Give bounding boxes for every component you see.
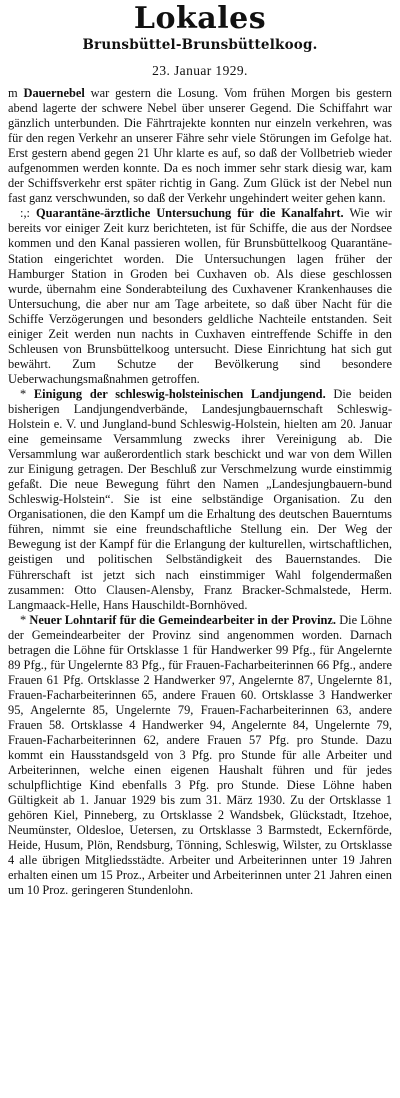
- paragraph-lead: *: [20, 612, 30, 627]
- paragraph-heading: Einigung der schleswig-holsteinischen Landjungend.: [33, 386, 326, 401]
- article-paragraph-quarantine: [8, 206, 392, 387]
- paragraph-text: Die beiden bisherigen Landjungendverbände, Landesjungbauernschaft Schleswig-Holstein e. V. und Jungland-bund Schleswig-Holstein, hielten am 20. Januar eine gemeinsame Versammlung zwecks ihrer Vereinigung ab. Die Versammlung war außerordentlich stark beschickt und war von dem Willen zur Einigung getragen. Der Beschluß zur Verschmelzung wurde einstimmig gefaßt. Die neue Bewegung führt den Namen „Landesjungbauern-bund Schleswig-Holstein“. Sie ist eine selbständige Organisation. Zu den Organisationen, die den Kampf um die Erhaltung des deutschen Bauerntums führen, nimmt sie eine freundschaftliche Stellung ein. Der Weg der Bewegung ist der Kampf für die Erlangung der kulturellen, wirtschaftlichen, geistigen und politischen Selbständigkeit des Bauernstandes. Die Führerschaft ist jetzt sich nach einstimmiger Wahl folgendermaßen zusammen: Otto Clausen-Alensby, Franz Bracker-Schmalstede, Herm. Langmaack-Helle, Hans Hauschildt-Bornhöved.: [8, 386, 392, 612]
- article-paragraph-landjugend: [8, 387, 392, 613]
- article-body: [8, 86, 392, 899]
- paragraph-lead: m: [8, 86, 24, 100]
- paragraph-heading: Neuer Lohntarif für die Gemeindearbeiter in der Provinz.: [29, 612, 337, 627]
- paragraph-text: war gestern die Losung. Vom frühen Morgen bis gestern abend lagerte der schwere Nebel über unserer Gegend. Die Schiffahrt war gänzlich unterbunden. Die Fährtrajekte konnten nur einzeln verkehren, was für den regen Verkehr an unserer Fähre sehr viele Störungen im Gefolge hat. Erst gestern abend gegen 21 Uhr klarte es auf, so daß der Vollbetrieb wieder aufgenommen werden konnte. Da es noch immer sehr stark diesig war, kam der Schiffsverkehr erst später richtig in Gang. Zum Glück ist der Nebel nun fast ganz verschwunden, so daß der Verkehr ungehindert weiter gehen kann.: [8, 86, 392, 206]
- paragraph-text: Die Löhne der Gemeindearbeiter der Provinz sind angenommen worden. Darnach betragen die Löhne für Ortsklasse 1 für Handwerker 99 Pfg., für Angelernte 89 Pfg., für Ungelernte 83 Pfg., für Frauen-Facharbeiterinnen 66 Pfg., andere Frauen 61 Pfg. Ortsklasse 2 Handwerker 97, Angelernte 87, Ungelernte 81, Frauen-Facharbeiterinnen 65, andere Frauen 60. Ortsklasse 3 Handwerker 95, Angelernte 85, Ungelernte 79, Frauen-Facharbeiterinnen 63, andere Frauen 58. Ortsklasse 4 Handwerker 94, Angelernte 84, Ungelernte 79, Frauen-Facharbeiterinnen 62, andere Frauen 57 Pfg. pro Stunde. Dazu kommt ein Hausstandsgeld von 3 Pfg. pro Stunde für alle Arbeiter und Arbeiterinnen, welche einen eigenen Haushalt führen und für jedes schulpflichtige Kind ebenfalls 3 Pfg. pro Stunde. Diese Löhne haben Gültigkeit ab 1. Januar 1929 bis zum 31. März 1930. Zu der Ortsklasse 1 gehören Kiel, Pinneberg, zu Ortsklasse 2 Wandsbek, Glückstadt, Itzehoe, Neumünster, Oldesloe, Uetersen, zu Ortsklasse 3 Barmstedt, Eckernförde, Heide, Husum, Plön, Rendsburg, Tönning, Schleswig, Wilster, zu Ortsklasse 4 alle übrigen Mitgliedsstädte. Arbeiter und Arbeiterinnen unter 19 Jahren erhalten einen um 15 Proz., Arbeiter und Arbeiterinnen unter 21 Jahren einen um 10 Proz. geringeren Stundenlohn.: [8, 612, 392, 898]
- paragraph-lead: *: [20, 386, 34, 401]
- paragraph-heading: Dauernebel: [23, 86, 85, 100]
- paragraph-lead: :,:: [20, 206, 36, 221]
- article-paragraph-lohntarif: [8, 613, 392, 899]
- article-paragraph-fog: [8, 86, 392, 206]
- paragraph-text: Wie wir bereits vor einiger Zeit kurz berichteten, ist für Schiffe, die aus der Nordsee kommen und den Kanal passieren wollen, für Brunsbüttelkoog Quarantäne-Station eingerichtet worden. Die Untersuchungen lagen früher der Hamburger Station in Groden bei Cuxhaven ob. Als diese geschlossen wurde, übernahm eine Sonderabteilung des Cuxhavener Krankenhauses die Untersuchung, die aber nur am Tage arbeitete, so daß über Nacht für die Schiffe Verzögerungen und besonders geldliche Nachteile entstanden. Seit einiger Zeit werden nun nachts in Cuxhaven eintreffende Schiffe in den Schleusen von Brunsbüttelkoog untersucht. Diese Einrichtung hat sich gut bewährt. Zum Schutze der Bevölkerung sind besondere Ueberwachungsmaßnahmen getroffen.: [8, 206, 392, 386]
- section-title: Lokales: [133, 1, 267, 36]
- section-subtitle: Brunsbüttel-Brunsbüttelkoog.: [82, 37, 318, 53]
- issue-date: 23. Januar 1929.: [152, 63, 248, 78]
- paragraph-heading: Quarantäne-ärztliche Untersuchung für die Kanalfahrt.: [35, 206, 344, 221]
